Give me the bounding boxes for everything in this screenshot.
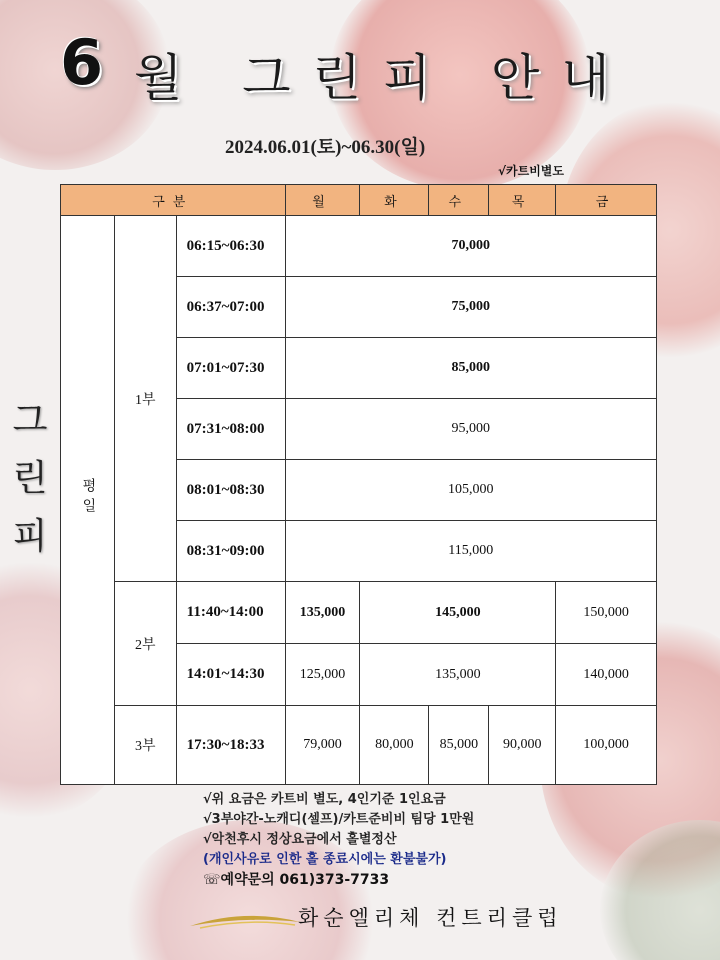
side-label-char: 그 [12,400,48,441]
side-label-char: 린 [12,458,48,499]
reservation-phone: ☏예약문의 061)373-7733 [203,872,390,888]
club-footer [180,898,580,938]
price-cell-fri: 150,000 [556,582,657,644]
note-line: √3부야간-노캐디(셀프)/카트준비비 팀당 1만원 [203,812,475,827]
note-line: √위 요금은 카트비 별도, 4인기준 1인요금 [203,792,446,807]
header-day: 수 [429,185,489,216]
table-row [61,582,657,644]
price-cell-thu: 90,000 [489,706,556,785]
page-title [60,18,660,108]
time-cell: 17:30~18:33 [176,706,285,785]
header-day: 목 [489,185,556,216]
time-cell: 08:31~09:00 [176,521,285,582]
time-cell: 06:37~07:00 [176,277,285,338]
price-cell-tue-thu: 145,000 [360,582,556,644]
side-label-char: 피 [12,516,48,557]
price-cell: 75,000 [285,277,656,338]
price-cell: 70,000 [285,216,656,277]
club-name: 화순엘리체 컨트리클럽 [298,906,563,930]
time-cell: 07:01~07:30 [176,338,285,399]
price-cell: 115,000 [285,521,656,582]
cart-fee-note: √카트비별도 [498,164,564,178]
notes-block [203,790,474,890]
table-header-row [61,185,657,216]
green-fee-table [60,184,657,785]
time-cell: 06:15~06:30 [176,216,285,277]
header-category: 구분 [61,185,286,216]
price-cell-fri: 140,000 [556,644,657,706]
club-logo-icon [190,912,300,930]
day-type-label: 평일 [80,477,96,518]
part3-cell: 3부 [114,706,176,785]
header-day: 금 [556,185,657,216]
side-label [10,392,50,566]
note-line: √악천후시 정상요금에서 홀별정산 [203,832,397,847]
part2-cell: 2부 [114,582,176,706]
part1-cell: 1부 [114,216,176,582]
title-month: 6 [60,26,104,99]
price-cell-tue-thu: 135,000 [360,644,556,706]
header-day: 월 [285,185,360,216]
table-row [61,706,657,785]
refund-note: (개인사유로 인한 홀 종료시에는 환불불가) [203,852,447,867]
price-cell: 105,000 [285,460,656,521]
price-cell: 85,000 [285,338,656,399]
price-cell-mon: 135,000 [285,582,360,644]
time-cell: 08:01~08:30 [176,460,285,521]
period-text: 2024.06.01(토)~06.30(일) [225,137,426,158]
price-cell: 95,000 [285,399,656,460]
table-row [61,216,657,277]
price-cell-tue: 80,000 [360,706,429,785]
price-cell-mon: 79,000 [285,706,360,785]
time-cell: 07:31~08:00 [176,399,285,460]
price-cell-mon: 125,000 [285,644,360,706]
price-cell-fri: 100,000 [556,706,657,785]
title-text: 월 그린피 안내 [134,49,632,107]
header-day: 화 [360,185,429,216]
price-cell-wed: 85,000 [429,706,489,785]
day-type-cell [61,216,115,785]
time-cell: 14:01~14:30 [176,644,285,706]
time-cell: 11:40~14:00 [176,582,285,644]
